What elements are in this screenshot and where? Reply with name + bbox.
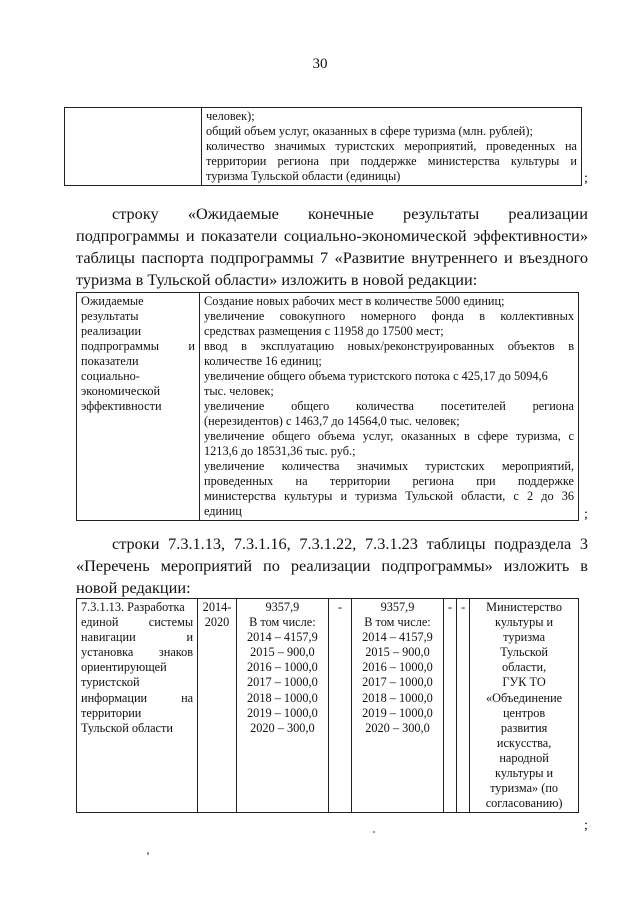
executor-line: Тульской: [500, 645, 548, 660]
semicolon: ;: [584, 818, 588, 833]
paragraph-1: строку «Ожидаемые конечные результаты реализации подпрограммы и показатели социально-экономической эффективности» таблицы паспорта подпрограммы 7 «Развитие внутреннего и въездного туризма в Тульской области» изложить в новой редакции:: [76, 204, 588, 289]
result-line: ввод в эксплуатацию новых/реконструированных объектов в: [204, 339, 574, 353]
heading-line: экономической: [81, 384, 161, 398]
paragraph-2: строки 7.3.1.13, 7.3.1.16, 7.3.1.22, 7.3.1.23 таблицы подраздела 3 «Перечень мероприятий по реализации подпрограммы» изложить в новой редакции:: [76, 534, 588, 597]
table-cell-dash: -: [443, 599, 456, 813]
budget-line: 2015 – 900,0: [365, 645, 430, 660]
executor-line: области,: [502, 660, 547, 675]
table-cell-heading: [77, 293, 200, 521]
heading-line: Ожидаемые: [81, 294, 144, 308]
table-cell-dash: -: [457, 599, 470, 813]
semicolon: ;: [584, 507, 588, 522]
executor-line: туризма» (по: [490, 781, 559, 796]
result-line: увеличение общего объема услуг, оказанных в сфере туризма, с: [204, 429, 574, 443]
measure-name-line: информации на: [81, 690, 194, 705]
heading-line: социально-: [81, 369, 140, 383]
executor-line: ГУК ТО: [502, 675, 546, 690]
executor-line: согласованию): [485, 796, 563, 811]
heading-line: результаты: [81, 309, 139, 323]
budget-line: 2018 – 1000,0: [362, 690, 433, 705]
measure-name-line: навигации и: [81, 630, 194, 645]
total-line: В том числе:: [249, 615, 316, 630]
executor-line: центров: [502, 705, 546, 720]
indicator-line: туризма Тульской области (единицы): [206, 169, 401, 183]
scan-speck: [147, 852, 149, 855]
table-previous-fragment: [64, 107, 582, 186]
budget-line: 9357,9: [380, 600, 415, 614]
heading-line: показатели: [81, 354, 139, 368]
executor-line: «Объединение: [486, 690, 563, 705]
executor-line: народной: [499, 750, 549, 765]
heading-line: эффективности: [81, 399, 162, 413]
table-cell-period: [198, 599, 237, 813]
total-line: 2019 – 1000,0: [247, 705, 318, 720]
budget-line: 2019 – 1000,0: [362, 705, 433, 720]
indicator-line: территории региона при поддержке министерства культуры и: [206, 154, 577, 168]
table-cell-dash: -: [328, 599, 351, 813]
result-line: Создание новых рабочих мест в количестве 5000 единиц;: [204, 294, 505, 308]
executor-line: искусства,: [496, 735, 552, 750]
result-line: проведенных на территории региона при поддержке: [204, 474, 574, 488]
page-number: 30: [312, 56, 328, 72]
measure-name-line: территории: [81, 705, 142, 720]
table-cell-measure-name: [77, 599, 198, 813]
table-expected-results: [76, 292, 579, 521]
result-line: 1213,6 до 18531,36 тыс. руб.;: [204, 444, 356, 458]
result-line: увеличение совокупного номерного фонда в коллективных: [204, 309, 574, 323]
executor-line: развития: [500, 720, 548, 735]
measure-name-line: единой системы: [81, 615, 194, 630]
scan-speck: [373, 831, 375, 833]
budget-line: 2020 – 300,0: [365, 720, 430, 735]
semicolon: ;: [584, 171, 588, 186]
indicator-line: общий объем услуг, оказанных в сфере туризма (млн. рублей);: [206, 124, 533, 138]
result-line: средствах размещения с 11958 до 17500 мест;: [204, 324, 444, 338]
total-line: 2018 – 1000,0: [247, 690, 318, 705]
measure-name-line: туристской: [81, 675, 140, 690]
indicator-line: человек);: [206, 109, 255, 123]
period-line: 2014-: [202, 600, 232, 614]
measure-name-line: ориентирующей: [81, 660, 167, 675]
total-line: 2014 – 4157,9: [247, 630, 318, 645]
result-line: увеличение количества значимых туристских мероприятий,: [204, 459, 574, 473]
table-cell-regional-budget: [352, 599, 444, 813]
budget-line: 2017 – 1000,0: [362, 675, 433, 690]
result-line: тыс. человек;: [204, 384, 274, 398]
table-cell-empty: [65, 108, 202, 186]
total-line: 9357,9: [265, 600, 300, 614]
total-line: 2017 – 1000,0: [247, 675, 318, 690]
budget-line: 2016 – 1000,0: [362, 660, 433, 675]
result-line: министерства культуры и туризма Тульской области, с 2 до 36: [204, 489, 574, 503]
table-cell-indicators: [202, 108, 582, 186]
period-line: 2020: [204, 615, 230, 630]
table-cell-executor: [470, 599, 579, 813]
executor-line: культуры и: [495, 615, 554, 630]
budget-line: 2014 – 4157,9: [362, 630, 433, 645]
total-line: 2016 – 1000,0: [247, 660, 318, 675]
result-line: увеличение общего количества посетителей региона: [204, 399, 574, 413]
executor-line: туризма: [503, 630, 546, 645]
heading-line: подпрограммы и: [81, 339, 195, 353]
total-line: 2020 – 300,0: [250, 720, 315, 735]
total-line: 2015 – 900,0: [250, 645, 315, 660]
result-line: увеличение общего объема туристского потока с 425,17 до 5094,6: [204, 369, 548, 383]
measure-name-line: установка знаков: [81, 645, 194, 660]
executor-line: культуры и: [495, 766, 554, 781]
measure-name-line: Тульской области: [81, 720, 173, 735]
heading-line: реализации: [81, 324, 142, 338]
table-cell-results: [200, 293, 579, 521]
indicator-line: количество значимых туристских мероприятий, проведенных на: [206, 139, 577, 153]
executor-line: Министерство: [486, 600, 562, 614]
result-line: (нерезидентов) с 1463,7 до 14564,0 тыс. человек;: [204, 414, 460, 428]
table-measures: [76, 598, 579, 813]
result-line: количестве 16 единиц;: [204, 354, 322, 368]
result-line: единиц: [204, 504, 242, 518]
table-cell-total: [236, 599, 328, 813]
measure-name-line: 7.3.1.13. Разработка: [81, 600, 185, 614]
budget-line: В том числе:: [364, 615, 431, 630]
